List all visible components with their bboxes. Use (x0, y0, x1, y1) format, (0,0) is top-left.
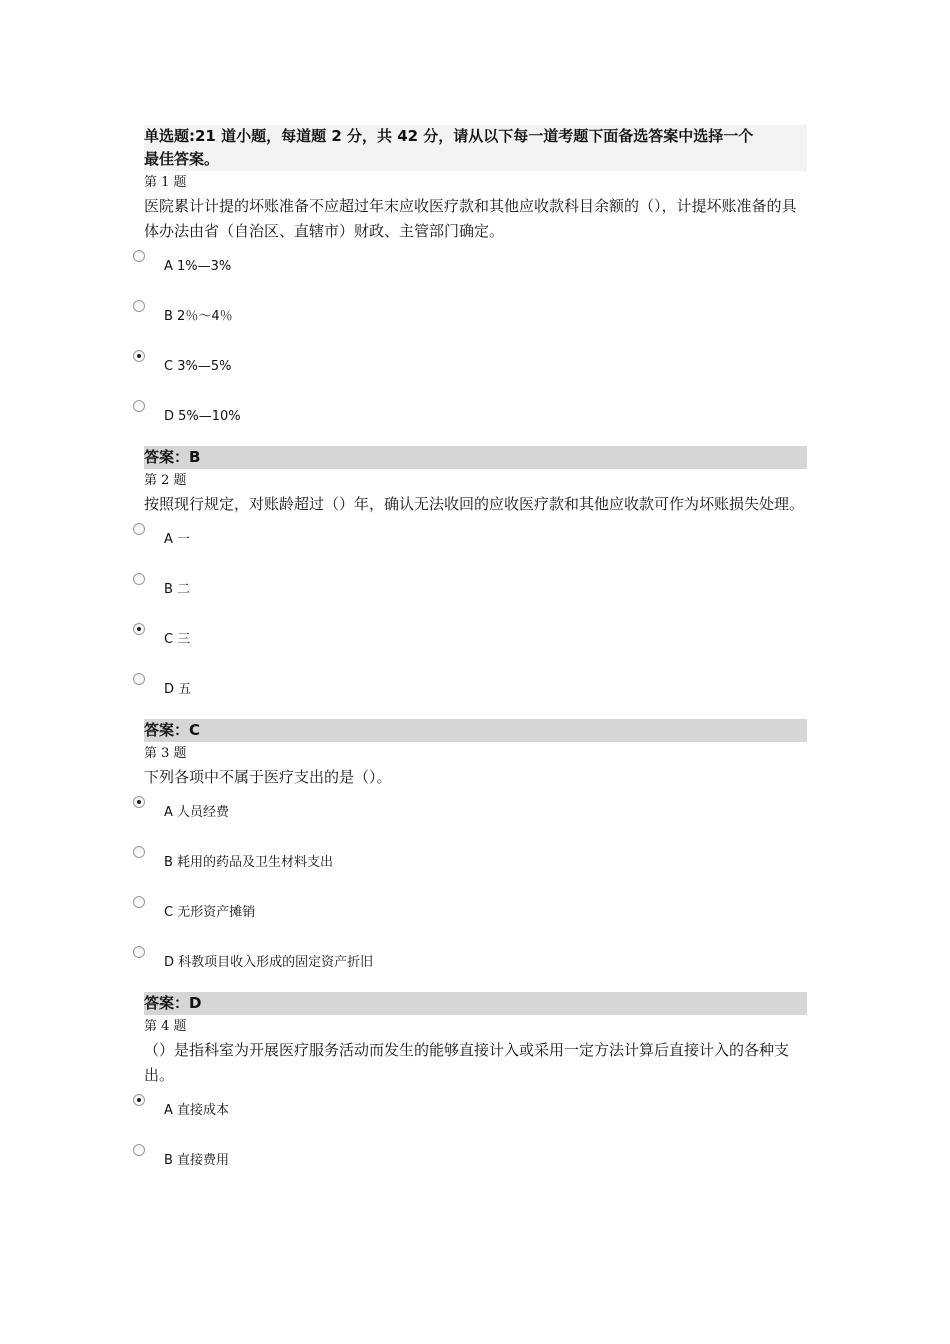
option-label: B 直接费用 (164, 1153, 230, 1168)
section-header-line2: 最佳答案。 (144, 150, 220, 168)
option-b[interactable] (144, 844, 807, 894)
option-d[interactable] (144, 944, 807, 986)
option-a[interactable] (144, 248, 807, 298)
radio-button-checked[interactable] (133, 796, 145, 808)
question-number: 第 2 题 (144, 473, 187, 488)
question-text: 按照现行规定，对账龄超过（）年，确认无法收回的应收医疗款和其他应收款可作为坏账损失处理。 (144, 495, 805, 513)
option-b[interactable] (144, 1142, 807, 1192)
option-label: B 二 (164, 582, 191, 597)
option-b[interactable] (144, 571, 807, 621)
radio-button[interactable] (133, 673, 145, 685)
question-1 (144, 173, 807, 469)
radio-button[interactable] (133, 250, 145, 262)
question-number: 第 1 题 (144, 175, 187, 190)
option-label: B 2％～4％ (164, 309, 233, 324)
exam-content (144, 125, 807, 1198)
option-label: C 3%—5% (164, 359, 232, 374)
option-label: A 一 (164, 532, 191, 547)
option-d[interactable] (144, 671, 807, 713)
option-list (144, 248, 807, 440)
option-label: D 五 (164, 682, 192, 697)
radio-button[interactable] (133, 573, 145, 585)
radio-button[interactable] (133, 846, 145, 858)
radio-button-checked[interactable] (133, 1094, 145, 1106)
option-label: A 人员经费 (164, 805, 230, 820)
radio-button[interactable] (133, 523, 145, 535)
question-3 (144, 744, 807, 1015)
question-number: 第 4 题 (144, 1019, 187, 1034)
option-label: B 耗用的药品及卫生材料支出 (164, 855, 334, 870)
option-list (144, 521, 807, 713)
option-label: D 5%—10% (164, 409, 241, 424)
option-a[interactable] (144, 521, 807, 571)
section-header (144, 125, 807, 171)
radio-button-checked[interactable] (133, 623, 145, 635)
radio-button[interactable] (133, 896, 145, 908)
radio-button[interactable] (133, 400, 145, 412)
option-a[interactable] (144, 794, 807, 844)
question-text: 下列各项中不属于医疗支出的是（）。 (144, 768, 392, 786)
section-header-line1: 单选题:21 道小题，每道题 2 分，共 42 分，请从以下每一道考题下面备选答案中选择一个 (144, 127, 754, 145)
question-text: （）是指科室为开展医疗服务活动而发生的能够直接计入或采用一定方法计算后直接计入的各种支出。 (144, 1041, 790, 1084)
answer-bar: 答案：D (144, 992, 807, 1015)
question-number: 第 3 题 (144, 746, 187, 761)
option-label: D 科教项目收入形成的固定资产折旧 (164, 955, 374, 970)
option-d[interactable] (144, 398, 807, 440)
answer-bar: 答案：B (144, 446, 807, 469)
radio-button[interactable] (133, 1144, 145, 1156)
option-label: A 1%—3% (164, 259, 232, 274)
option-label: C 三 (164, 632, 191, 647)
question-4 (144, 1017, 807, 1192)
option-label: A 直接成本 (164, 1103, 230, 1118)
answer-bar: 答案：C (144, 719, 807, 742)
option-c[interactable] (144, 621, 807, 671)
option-c[interactable] (144, 894, 807, 944)
question-text: 医院累计计提的坏账准备不应超过年末应收医疗款和其他应收款科目余额的（），计提坏账准备的具体办法由省（自治区、直辖市）财政、主管部门确定。 (144, 197, 797, 240)
question-2 (144, 471, 807, 742)
radio-button[interactable] (133, 946, 145, 958)
option-label: C 无形资产摊销 (164, 905, 256, 920)
option-c[interactable] (144, 348, 807, 398)
option-list (144, 794, 807, 986)
radio-button-checked[interactable] (133, 350, 145, 362)
radio-button[interactable] (133, 300, 145, 312)
option-b[interactable] (144, 298, 807, 348)
option-a[interactable] (144, 1092, 807, 1142)
option-list (144, 1092, 807, 1192)
